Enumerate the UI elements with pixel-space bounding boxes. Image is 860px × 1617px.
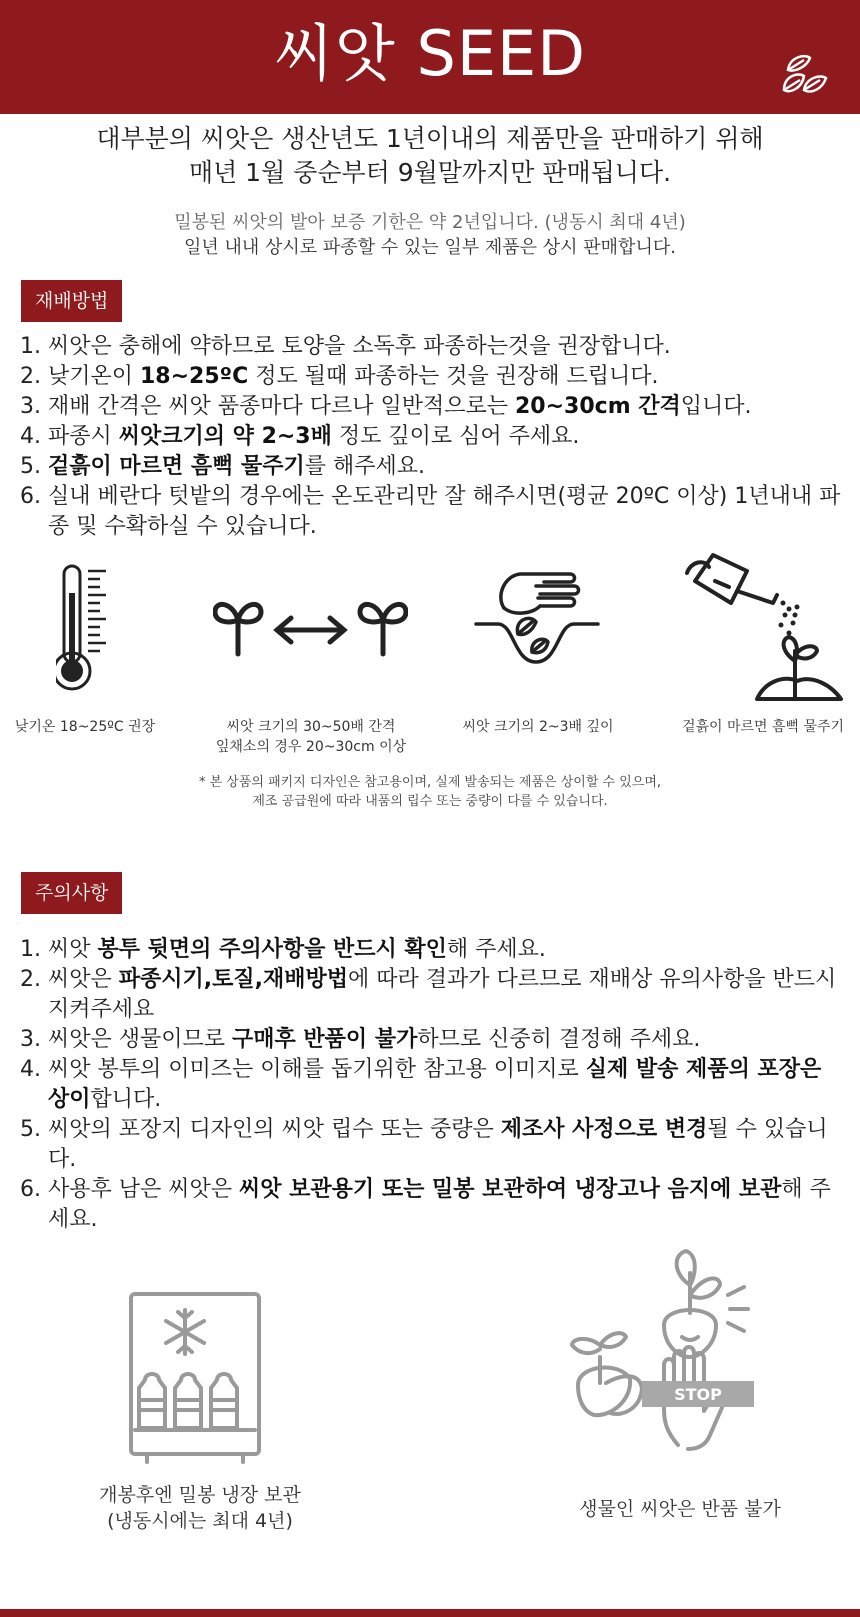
cultivation-item-emphasis: 씨앗크기의 약 2~3배 (118, 424, 332, 449)
cultivation-item-number: 2. (20, 364, 48, 389)
cultivation-item-text: 를 해주세요. (304, 454, 425, 479)
caution-item-emphasis: 제조사 사정으로 변경 (500, 1117, 708, 1142)
caution-item-text: 씨앗 (47, 937, 98, 962)
icon-caption-spacing (200, 717, 422, 757)
caution-item (20, 935, 845, 965)
caution-item-text: 에 따라 결과가 다르므로 재배상 유의사항을 반드시 지켜주세요 (48, 967, 837, 1022)
cultivation-item-emphasis: 20~30cm 간격 (515, 394, 681, 419)
cultivation-tag: 재배방법 (21, 280, 122, 322)
intro-main (0, 122, 860, 190)
caution-item-text: 하므로 신중히 결정해 주세요. (417, 1027, 701, 1052)
header-banner (0, 0, 860, 114)
watering-can-icon (685, 551, 845, 703)
note-line-2: 제조 공급원에 따라 내품의 립수 또는 중량이 다를 수 있습니다. (252, 794, 608, 809)
package-note (0, 773, 860, 811)
no-return-caption: 생물인 씨앗은 반품 불가 (579, 1498, 781, 1520)
caution-item-emphasis: 씨앗 보관용기 또는 밀봉 보관하여 냉장고나 음지에 보관 (238, 1177, 782, 1202)
cultivation-item-number: 5. (20, 454, 48, 479)
caution-item-emphasis: 실제 발송 제품의 포장은 상이 (48, 1057, 822, 1112)
caution-list (20, 935, 845, 1235)
caution-item (20, 1115, 845, 1175)
refrigerator-icon (125, 1290, 265, 1466)
caution-item-number: 1. (20, 937, 48, 962)
seed-stop-icon (570, 1245, 770, 1470)
intro-line-1: 대부분의 씨앗은 생산년도 1년이내의 제품만을 판매하기 위해 (96, 124, 764, 153)
cultivation-item-number: 1. (20, 334, 48, 359)
intro-line-3: 밀봉된 씨앗의 발아 보증 기한은 약 2년입니다. (냉동시 최대 4년) (174, 212, 686, 233)
sprout-spacing-icon (213, 596, 408, 658)
note-line-1: * 본 상품의 패키지 디자인은 참고용이며, 실제 발송되는 제품은 상이할 수 있으며, (198, 775, 662, 790)
cultivation-item-text: 씨앗은 충해에 약하므로 토양을 소독후 파종하는것을 권장합니다. (47, 334, 671, 359)
storage-caption-1: 개봉후엔 밀봉 냉장 보관 (99, 1484, 301, 1506)
caution-item-number: 4. (20, 1057, 48, 1082)
stop-label: STOP (674, 1385, 722, 1404)
icon-caption-depth: 씨앗 크기의 2~3배 깊이 (462, 719, 614, 735)
caution-item-text: 씨앗은 (47, 967, 119, 992)
storage-caption-2: (냉동시에는 최대 4년) (107, 1510, 293, 1532)
caution-item-number: 5. (20, 1117, 48, 1142)
cultivation-item (20, 422, 845, 452)
cultivation-list (20, 332, 845, 542)
cultivation-item-text: 정도 깊이로 심어 주세요. (331, 424, 580, 449)
intro-line-4: 일년 내내 상시로 파종할 수 있는 일부 제품은 상시 판매합니다. (184, 237, 676, 258)
cultivation-item-number: 4. (20, 424, 48, 449)
cultivation-item-number: 3. (20, 394, 48, 419)
cultivation-item-text: 정도 될때 파종하는 것을 권장해 드립니다. (248, 364, 659, 389)
caution-item-number: 6. (20, 1177, 48, 1202)
caution-item-emphasis: 구매후 반품이 불가 (232, 1027, 418, 1052)
caution-item-text: 될 수 있습니다. (48, 1117, 828, 1172)
cultivation-item-text: 입니다. (680, 394, 752, 419)
caution-item-text: 합니다. (90, 1087, 162, 1112)
hand-planting-icon (474, 566, 600, 676)
cultivation-item (20, 392, 845, 422)
caution-item-text: 씨앗 봉투의 이미즈는 이해를 돕기위한 참고용 이미지로 (47, 1057, 586, 1082)
caution-item-text: 씨앗의 포장지 디자인의 씨앗 립수 또는 중량은 (47, 1117, 501, 1142)
caution-item-text: 해 주세요. (446, 937, 546, 962)
caution-item (20, 965, 845, 1025)
cultivation-item-text: 파종시 (47, 424, 119, 449)
icon-caption-water: 겉흙이 마르면 흠뻑 물주기 (681, 719, 845, 735)
icon-caption-spacing-2: 잎채소의 경우 20~30cm 이상 (215, 739, 407, 755)
cultivation-item-number: 6. (20, 484, 48, 509)
caution-tag: 주의사항 (21, 872, 122, 914)
caution-item-number: 2. (20, 967, 48, 992)
caution-item-text: 해 주세요. (48, 1177, 831, 1232)
storage-caption (60, 1482, 340, 1534)
cultivation-item (20, 452, 845, 482)
icon-caption-spacing-1: 씨앗 크기의 30~50배 간격 (226, 719, 396, 735)
caution-item (20, 1025, 845, 1055)
page-title: 씨앗 SEED (274, 17, 586, 90)
caution-item-emphasis: 봉투 뒷면의 주의사항을 반드시 확인 (97, 937, 447, 962)
caution-item-text: 씨앗은 생물이므로 (47, 1027, 232, 1052)
caution-item (20, 1055, 845, 1115)
cultivation-item-text: 재배 간격은 씨앗 품종마다 다르나 일반적으로는 (47, 394, 515, 419)
cultivation-item-emphasis: 겉흙이 마르면 흠뻑 물주기 (47, 454, 305, 479)
cultivation-item (20, 362, 845, 392)
thermometer-icon (56, 563, 120, 693)
intro-sub (0, 210, 860, 260)
caution-item (20, 1175, 845, 1235)
cultivation-item-text: 낮기온이 (47, 364, 140, 389)
caution-item-emphasis: 파종시기,토질,재배방법 (118, 967, 348, 992)
leaf-icon (780, 50, 828, 98)
cultivation-item-emphasis: 18~25ºC (140, 364, 249, 389)
caution-item-text: 사용후 남은 씨앗은 (47, 1177, 239, 1202)
footer-bar (0, 1609, 860, 1617)
intro-line-2: 매년 1월 중순부터 9월말까지만 판매됩니다. (188, 158, 672, 187)
cultivation-item (20, 482, 845, 542)
caution-item-number: 3. (20, 1027, 48, 1052)
icon-caption-temperature: 낮기온 18~25ºC 권장 (14, 719, 156, 735)
cultivation-item (20, 332, 845, 362)
cultivation-item-text: 실내 베란다 텃밭의 경우에는 온도관리만 잘 해주시면(평균 20ºC 이상) 1년내내 파종 및 수확하실 수 있습니다. (47, 484, 841, 539)
